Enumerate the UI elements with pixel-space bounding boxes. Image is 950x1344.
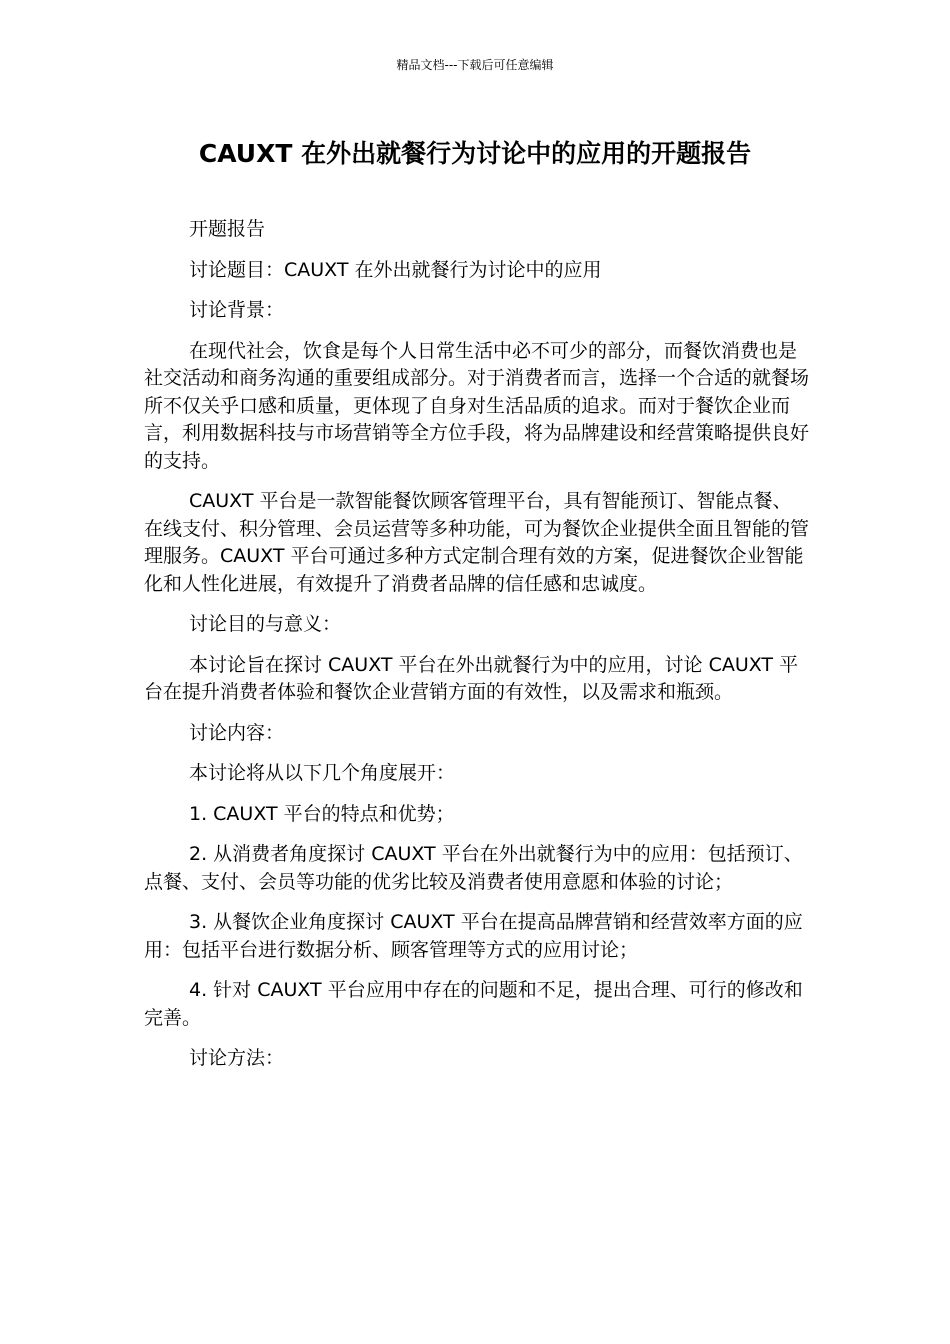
heading-purpose: 讨论目的与意义：	[189, 613, 342, 635]
heading-proposal: 开题报告	[189, 218, 266, 240]
content-intro: 本讨论将从以下几个角度展开：	[189, 762, 456, 784]
research-topic: 讨论题目：CAUXT 在外出就餐行为讨论中的应用	[189, 258, 602, 281]
background-paragraph-2: CAUXT 平台是一款智能餐饮顾客管理平台，具有智能预订、智能点餐、在线支付、积分管理、会员运营等多种功能，可为餐饮企业提供全面且智能的管理服务。CAUXT 平台可通过多种方式定制合理有效的方案，促进餐饮企业智能化和人性化进展，有效提升了消费者品牌的信任感和忠诚度。	[144, 490, 810, 595]
heading-background: 讨论背景：	[189, 299, 285, 321]
content-item-1: 1. CAUXT 平台的特点和优势；	[189, 802, 455, 825]
background-paragraph-1: 在现代社会，饮食是每个人日常生活中必不可少的部分，而餐饮消费也是社交活动和商务沟通的重要组成部分。对于消费者而言，选择一个合适的就餐场所不仅关乎口感和质量，更体现了自身对生活品质的追求。而对于餐饮企业而言，利用数据科技与市场营销等全方位手段，将为品牌建设和经营策略提供良好的支持。	[144, 339, 810, 472]
purpose-paragraph: 本讨论旨在探讨 CAUXT 平台在外出就餐行为中的应用，讨论 CAUXT 平台在提升消费者体验和餐饮企业营销方面的有效性，以及需求和瓶颈。	[144, 653, 799, 703]
content-item-3: 3. 从餐饮企业角度探讨 CAUXT 平台在提高品牌营销和经营效率方面的应用：包括平台进行数据分析、顾客管理等方式的应用讨论；	[144, 911, 803, 961]
heading-content: 讨论内容：	[189, 721, 285, 744]
content-item-4: 4. 针对 CAUXT 平台应用中存在的问题和不足，提出合理、可行的修改和完善。	[144, 979, 803, 1029]
content-item-2: 2. 从消费者角度探讨 CAUXT 平台在外出就餐行为中的应用：包括预订、点餐、支付、会员等功能的优劣比较及消费者使用意愿和体验的讨论；	[144, 843, 803, 893]
document-body	[144, 216, 809, 1086]
header-note: 精品文档---下载后可任意编辑	[396, 58, 554, 72]
heading-method: 讨论方法：	[189, 1047, 285, 1069]
document-title: CAUXT 在外出就餐行为讨论中的应用的开题报告	[198, 139, 752, 168]
